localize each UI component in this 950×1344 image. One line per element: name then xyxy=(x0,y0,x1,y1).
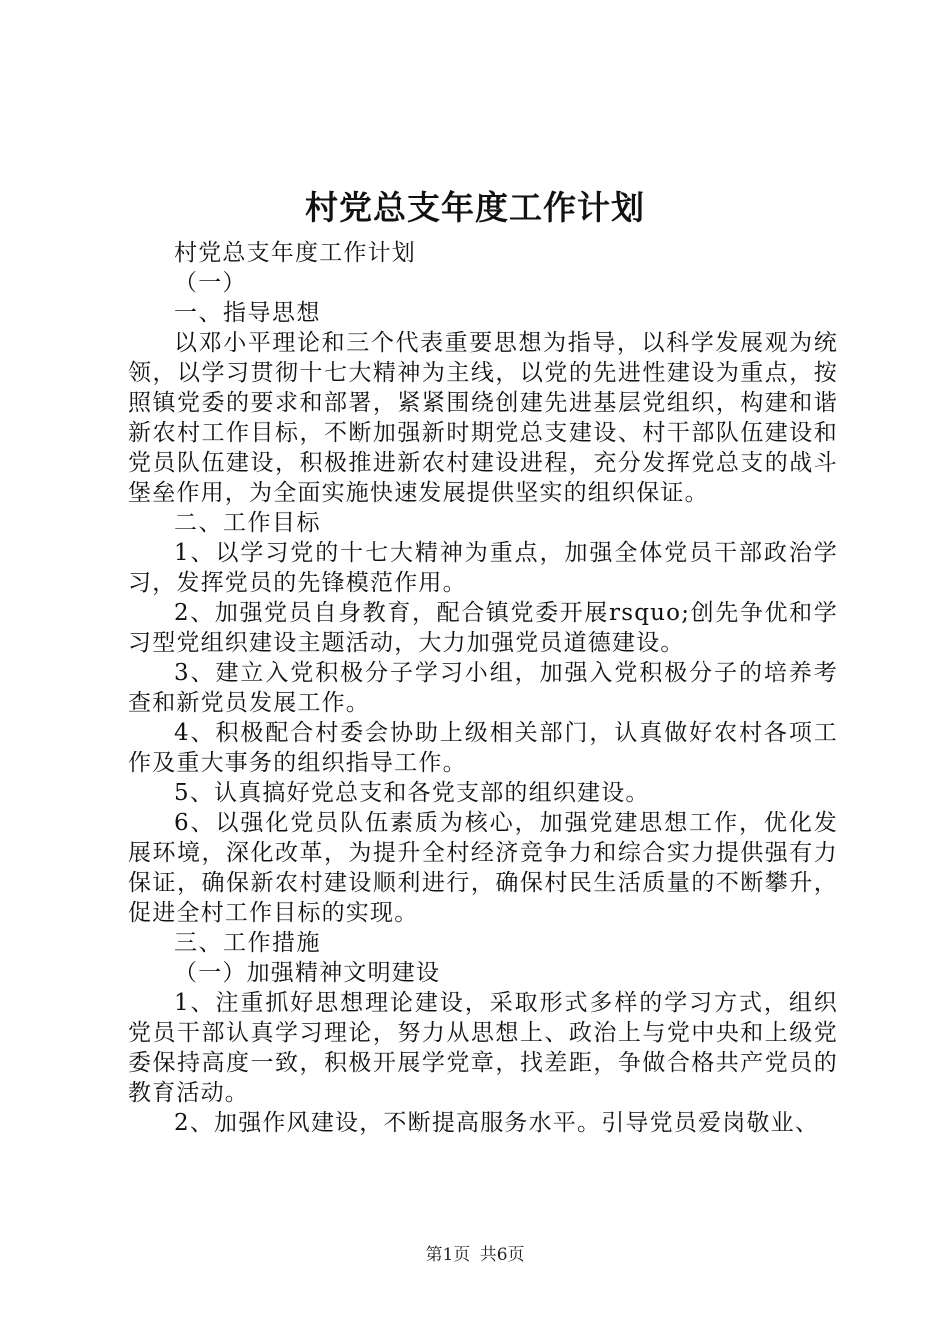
goal-item: 4、积极配合村委会协助上级相关部门，认真做好农村各项工作及重大事务的组织指导工作。 xyxy=(128,720,838,776)
goal-item: 2、加强党员自身教育，配合镇党委开展rsquo;创先争优和学习型党组织建设主题活动，大力加强党员道德建设。 xyxy=(128,600,838,656)
subtitle: 村党总支年度工作计划 xyxy=(174,240,416,266)
page-number: 第1页 xyxy=(425,1245,471,1265)
section-heading-guiding-thought: 一、指导思想 xyxy=(174,300,321,326)
document-body xyxy=(128,238,838,1138)
goal-item: 1、以学习党的十七大精神为重点，加强全体党员干部政治学习，发挥党员的先锋模范作用。 xyxy=(128,540,838,596)
paragraph-guiding-thought: 以邓小平理论和三个代表重要思想为指导，以科学发展观为统领，以学习贯彻十七大精神为主线，以党的先进性建设为重点，按照镇党委的要求和部署，紧紧围绕创建先进基层党组织，构建和谐新农村工作目标，不断加强新时期党总支建设、村干部队伍建设和党员队伍建设，积极推进新农村建设进程，充分发挥党总支的战斗堡垒作用，为全面实施快速发展提供坚实的组织保证。 xyxy=(128,330,838,506)
page-title: 村党总支年度工作计划 xyxy=(305,188,645,227)
section-heading-work-measures: 三、工作措施 xyxy=(174,930,321,956)
measure-item: 1、注重抓好思想理论建设，采取形式多样的学习方式，组织党员干部认真学习理论，努力从思想上、政治上与党中央和上级党委保持高度一致，积极开展学党章，找差距，争做合格共产党员的教育活动。 xyxy=(128,990,838,1106)
goal-item: 6、以强化党员队伍素质为核心，加强党建思想工作，优化发展环境，深化改革，为提升全村经济竞争力和综合实力提供强有力保证，确保新农村建设顺利进行，确保村民生活质量的不断攀升，促进全村工作目标的实现。 xyxy=(128,810,838,926)
goal-item: 5、认真搞好党总支和各党支部的组织建设。 xyxy=(174,780,650,806)
measure-item: 2、加强作风建设，不断提高服务水平。引导党员爱岗敬业、 xyxy=(174,1110,820,1136)
part-number: （一） xyxy=(174,270,247,296)
page-footer xyxy=(0,1244,950,1266)
page-total: 共6页 xyxy=(479,1245,525,1265)
section-heading-work-goals: 二、工作目标 xyxy=(174,510,321,536)
subsection-heading-spiritual-civilization: （一）加强精神文明建设 xyxy=(174,960,441,986)
goal-item: 3、建立入党积极分子学习小组，加强入党积极分子的培养考查和新党员发展工作。 xyxy=(128,660,838,716)
